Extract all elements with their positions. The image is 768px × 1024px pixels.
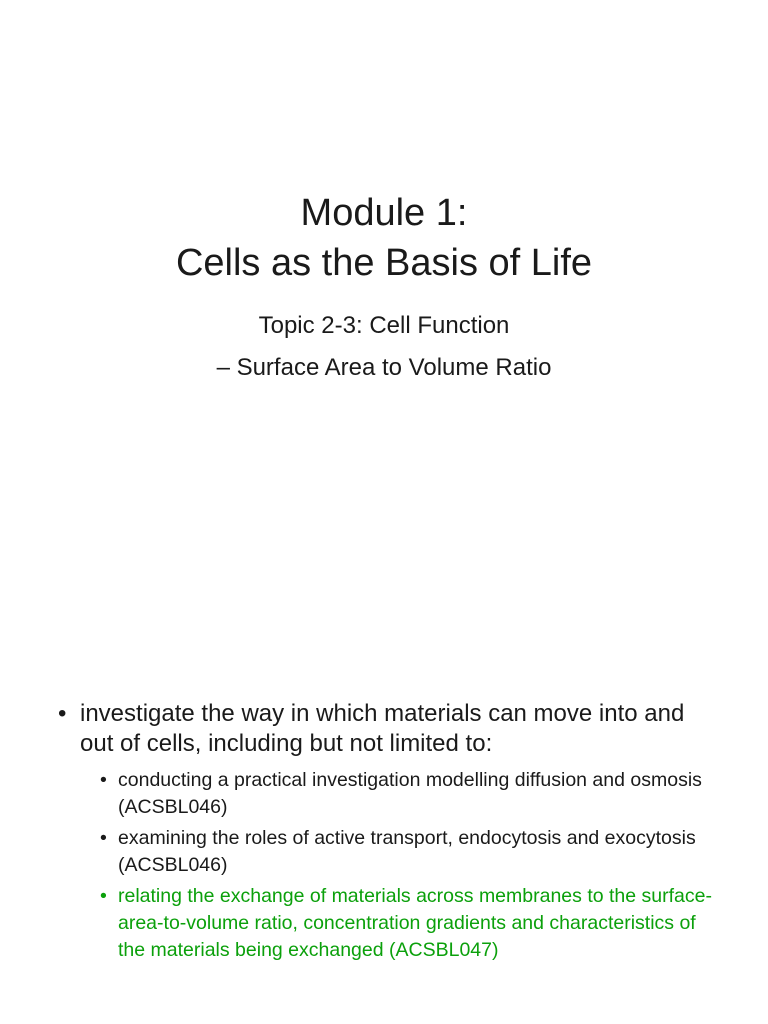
sub-bullet-item	[100, 825, 718, 879]
bullet-marker: •	[100, 769, 107, 791]
slide-title-heading	[0, 188, 768, 288]
sub-bullet-text: conducting a practical investigation modelling diffusion and osmosis (ACSBL046)	[118, 769, 702, 818]
sub-bullet-container	[58, 767, 718, 964]
slide-content	[0, 512, 768, 1024]
bullet-list	[58, 699, 718, 968]
sub-bullet-text: examining the roles of active transport, endocytosis and exocytosis (ACSBL046)	[118, 827, 696, 876]
subtitle-line-1: Topic 2-3: Cell Function	[258, 312, 510, 339]
bullet-marker: •	[58, 700, 67, 727]
subtitle-line-2: – Surface Area to Volume Ratio	[216, 354, 552, 381]
main-bullet-text: investigate the way in which materials can move into and out of cells, including but not limited to:	[80, 700, 685, 757]
bullet-marker: •	[100, 885, 107, 907]
title-line-2: Cells as the Basis of Life	[175, 242, 593, 284]
sub-bullet-list	[58, 767, 718, 964]
sub-bullet-item	[100, 767, 718, 821]
main-bullet	[58, 699, 718, 759]
slide-subtitle	[0, 305, 768, 389]
sub-bullet-text: relating the exchange of materials across membranes to the surface-area-to-volume ratio, concentration gradients and characteristics of the materials being exchanged (ACSBL047)	[118, 885, 712, 961]
title-line-1: Module 1:	[300, 192, 468, 234]
sub-bullet-item-highlighted	[100, 883, 718, 964]
bullet-marker: •	[100, 827, 107, 849]
